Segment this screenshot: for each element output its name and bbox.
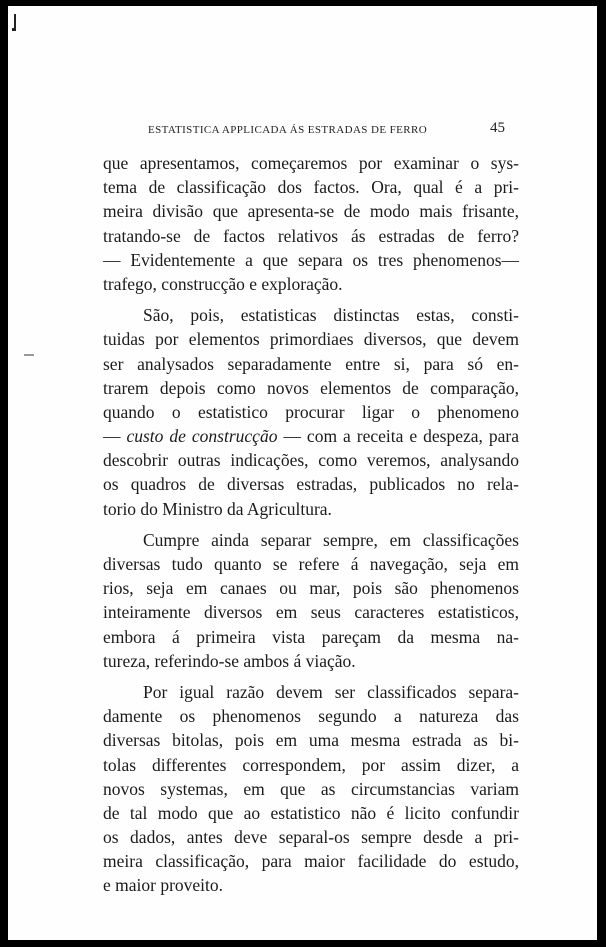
text-line: — Evidentemente a que separa os tres phenomenos—	[103, 249, 519, 270]
text-line: novos systemas, em que as circumstancias variam	[103, 778, 519, 799]
paragraph	[103, 303, 519, 521]
text-line: inteiramente diversos em seus caracteres estatisticos,	[103, 602, 519, 623]
text-line: e maior proveito.	[103, 875, 224, 896]
margin-mark	[24, 354, 34, 356]
paragraph	[103, 528, 519, 673]
text-line: trafego, construcção e exploração.	[103, 273, 343, 294]
text-line: diversas bitolas, pois em uma mesma estrada as bi-	[103, 730, 519, 751]
text-line: descobrir outras indicações, como veremos, analysando	[103, 450, 519, 471]
text-line: tema de classificação dos factos. Ora, qual é a pri-	[103, 177, 519, 198]
text-line: Por igual razão devem ser classificados separa-	[143, 681, 519, 702]
text-line: os quadros de diversas estradas, publicados no rela-	[103, 474, 519, 495]
paragraph	[103, 151, 519, 296]
text-line: quando o estatistico procurar ligar o phenomeno	[103, 401, 519, 422]
text-line: de tal modo que ao estatistico não é licito confundir	[103, 802, 519, 823]
text-line: que apresentamos, começaremos por examinar o sys-	[103, 153, 519, 173]
text-line: Cumpre ainda separar sempre, em classificações	[143, 529, 519, 550]
text-line: meira classificação, para maior facilidade do estudo,	[103, 851, 519, 872]
body-text	[103, 151, 519, 898]
text-line: damente os phenomenos segundo a natureza das	[103, 706, 519, 727]
scan-edge-mark	[14, 14, 16, 28]
text-line: torio do Ministro da Agricultura.	[103, 498, 332, 519]
text-line: tureza, referindo-se ambos á viação.	[103, 650, 356, 671]
page-number: 45	[490, 120, 505, 136]
text-line: São, pois, estatisticas distinctas estas, consti-	[143, 305, 519, 326]
text-line: tratando-se de factos relativos ás estradas de ferro?	[103, 225, 519, 246]
text-line-with-emphasis	[103, 424, 519, 448]
paragraph	[103, 680, 519, 898]
emphasis-custo-de-construccao: custo de construcção	[126, 426, 278, 447]
book-page	[8, 6, 597, 940]
text-fragment: — com a receita e despeza, para	[277, 426, 519, 447]
text-line: trarem depois como novos elementos de comparação,	[103, 377, 519, 398]
text-line: os dados, antes deve separal-os sempre desde a pri-	[103, 827, 519, 848]
text-line: ser analysados separadamente entre si, para só en-	[103, 353, 519, 374]
text-fragment: —	[103, 426, 127, 447]
text-line: tolas differentes correspondem, por assim dizer, a	[103, 754, 519, 775]
text-line: meira divisão que apresenta-se de modo mais frisante,	[103, 201, 519, 222]
text-line: tuidas por elementos primordiaes diversos, que devem	[103, 329, 519, 350]
text-line: rios, seja em canaes ou mar, pois são phenomenos	[103, 578, 519, 599]
text-line: embora á primeira vista pareçam da mesma na-	[103, 626, 519, 647]
running-head: ESTATISTICA APPLICADA ÁS ESTRADAS DE FERRO	[148, 124, 428, 136]
text-line: diversas tudo quanto se refere á navegação, seja em	[103, 554, 519, 574]
